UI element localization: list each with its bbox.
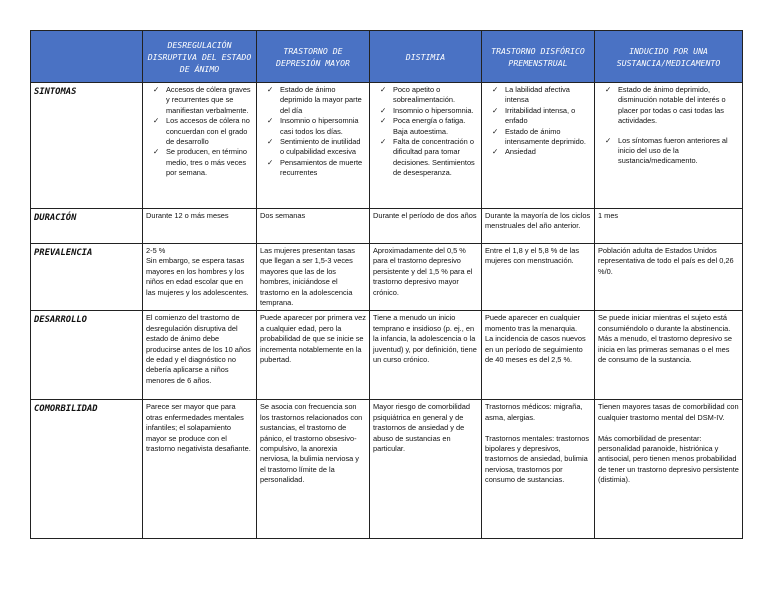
row-comorbilidad: [31, 400, 743, 539]
list-item: ✓ Insomnio o hipersomnia.: [380, 105, 474, 115]
check-icon: ✓: [605, 85, 612, 94]
row-duracion: [31, 209, 743, 244]
row-desarrollo: [31, 311, 743, 400]
row-label-desarrollo: DESARROLLO: [31, 311, 143, 400]
comparison-table: [30, 30, 743, 539]
list-item: ✓ Falta de concentración o dificultad para tomar decisiones. Sentimientos de desesperanza.: [380, 137, 475, 178]
list-item: ✓ Sentimiento de inutilidad o culpabilidad excesiva: [267, 137, 361, 157]
check-icon: ✓: [605, 135, 612, 145]
check-icon: ✓: [492, 85, 499, 94]
cell-duracion-sustancia: 1 mes: [595, 209, 743, 244]
checklist: [260, 85, 366, 179]
cell-desarrollo-premenstrual: Puede aparecer en cualquier momento tras la menarquia. La incidencia de casos nuevos en un período de seguimiento de 40 meses es del 2,5 %.: [482, 311, 595, 400]
list-item: ✓ Ansiedad: [492, 147, 536, 157]
cell-comorbilidad-distimia: Mayor riesgo de comorbilidad psiquiátrica en general y de trastornos de ansiedad y de abuso de sustancias en particular.: [370, 400, 482, 539]
list-item: ✓ Los accesos de cólera no concuerdan con el grado de desarrollo: [153, 116, 250, 147]
list-item: ✓ Poco apetito o sobrealimentación.: [380, 85, 456, 105]
list-item: ✓ Irritabilidad intensa, o enfado: [492, 105, 576, 126]
header-corner: [31, 31, 143, 83]
header-row: [31, 31, 743, 83]
header-distimia: DISTIMIA: [370, 31, 482, 83]
check-icon: ✓: [267, 116, 274, 126]
row-label-sintomas: SINTOMAS: [31, 83, 143, 209]
cell-prevalencia-desregulacion: 2-5 % Sin embargo, se espera tasas mayores en los hombres y los niños en edad escolar que en las mujeres y los adolescentes.: [143, 244, 257, 311]
list-item: ✓ Se producen, en término medio, tres o más veces por semana.: [153, 147, 247, 178]
check-icon: ✓: [267, 85, 274, 94]
cell-prevalencia-distimia: Aproximadamente del 0,5 % para el trastorno depresivo persistente y del 1,5 % para el trastorno depresivo mayor crónico.: [370, 244, 482, 311]
cell-duracion-premenstrual: Durante la mayoría de los ciclos menstruales del año anterior.: [482, 209, 595, 244]
cell-prevalencia-sustancia: Población adulta de Estados Unidos representativa de todo el país es del 0,26 %/0.: [595, 244, 743, 311]
check-icon: ✓: [492, 147, 499, 157]
list-item: ✓ Estado de ánimo deprimido la mayor parte del día: [267, 85, 362, 115]
cell-prevalencia-depresion: Las mujeres presentan tasas que llegan a ser 1,5-3 veces mayores que las de los hombres, iniciándose el trastorno en la adolescencia temprana.: [257, 244, 370, 311]
list-item: ✓ Poca energía o fatiga. Baja autoestima.: [380, 116, 466, 136]
cell-sintomas-desregulacion: [143, 83, 257, 209]
cell-comorbilidad-depresion: Se asocia con frecuencia son los trastornos relacionados con sustancias, el trastorno de pánico, el trastorno obsesivo-compulsivo, la anorexia nerviosa, la bulimia nerviosa y el trastorno límite de la personalidad.: [257, 400, 370, 539]
cell-desarrollo-desregulacion: El comienzo del trastorno de desregulación disruptiva del estado de ánimo debe producirse antes de los 10 años de edad y el diagnóstico no debería aplicarse a niños menores de 6 años.: [143, 311, 257, 400]
check-icon: ✓: [380, 105, 387, 115]
checklist: [373, 85, 478, 179]
cell-duracion-distimia: Durante el período de dos años: [370, 209, 482, 244]
check-icon: ✓: [153, 147, 160, 157]
check-icon: ✓: [380, 116, 387, 126]
cell-desarrollo-sustancia: Se puede iniciar mientras el sujeto está consumiéndolo o durante la abstinencia. Más a menudo, el trastorno depresivo se inicia en las primeras semanas o el mes de consumo de la sustancia.: [595, 311, 743, 400]
list-item: ✓ La labilidad afectiva intensa: [492, 85, 570, 105]
header-disforico-premenstrual: TRASTORNO DISFÓRICO PREMENSTRUAL: [482, 31, 595, 83]
list-item: ✓ Estado de ánimo deprimido, disminución notable del interés o placer por todas o casi todas las actividades.: [605, 85, 726, 126]
row-label-comorbilidad: COMORBILIDAD: [31, 400, 143, 539]
row-sintomas: [31, 83, 743, 209]
row-label-duracion: DURACIÓN: [31, 209, 143, 244]
cell-comorbilidad-desregulacion: Parece ser mayor que para otras enfermedades mentales infantiles; el solapamiento mayor se produce con el trastorno negativista desafiante.: [143, 400, 257, 539]
row-prevalencia: [31, 244, 743, 311]
header-inducido-sustancia: INDUCIDO POR UNA SUSTANCIA/MEDICAMENTO: [595, 31, 743, 83]
cell-comorbilidad-premenstrual: Trastornos médicos: migraña, asma, alergias. Trastornos mentales: trastornos bipolares y depresivos, trastornos de ansiedad, bulimia nerviosa, trastornos por consumo de sustancias.: [482, 400, 595, 539]
list-item: ✓ Los síntomas fueron anteriores al inicio del uso de la sustancia/medicamento.: [605, 135, 728, 166]
list-item: ✓ Insomnio o hipersomnia casi todos los días.: [267, 116, 359, 136]
list-item: ✓ Estado de ánimo intensamente deprimido.: [492, 126, 586, 147]
cell-duracion-desregulacion: Durante 12 o más meses: [143, 209, 257, 244]
list-item: ✓ Accesos de cólera graves y recurrentes que se manifiestan verbalmente.: [153, 85, 251, 115]
cell-sintomas-distimia: [370, 83, 482, 209]
cell-comorbilidad-sustancia: Tienen mayores tasas de comorbilidad con cualquier trastorno mental del DSM-IV. Más comorbilidad de presentar: personalidad paranoide, histriónica y antisocial, pero tienen menos probabilidad de tener un trastorno depresivo persistente (distimia).: [595, 400, 743, 539]
check-icon: ✓: [153, 85, 160, 94]
checklist: [598, 85, 739, 167]
cell-desarrollo-depresion: Puede aparecer por primera vez a cualquier edad, pero la probabilidad de que se inicie se incrementa notablemente en la pubertad.: [257, 311, 370, 400]
check-icon: ✓: [492, 126, 499, 136]
check-icon: ✓: [153, 116, 160, 126]
check-icon: ✓: [267, 137, 274, 147]
cell-sintomas-premenstrual: [482, 83, 595, 209]
header-desregulacion: DESREGULACIÓN DISRUPTIVA DEL ESTADO DE ÁNIMO: [143, 31, 257, 83]
row-label-prevalencia: PREVALENCIA: [31, 244, 143, 311]
cell-prevalencia-premenstrual: Entre el 1,8 y el 5,8 % de las mujeres con menstruación.: [482, 244, 595, 311]
check-icon: ✓: [492, 105, 499, 115]
checklist: [485, 85, 591, 158]
check-icon: ✓: [380, 137, 387, 147]
check-icon: ✓: [380, 85, 387, 94]
header-depresion-mayor: TRASTORNO DE DEPRESIÓN MAYOR: [257, 31, 370, 83]
cell-sintomas-sustancia: [595, 83, 743, 209]
list-item: ✓ Pensamientos de muerte recurrentes: [267, 157, 363, 178]
cell-duracion-depresion: Dos semanas: [257, 209, 370, 244]
cell-desarrollo-distimia: Tiene a menudo un inicio temprano e insidioso (p. ej., en la infancia, la adolescencia o la juventud) y, por definición, tiene un curso crónico.: [370, 311, 482, 400]
checklist: [146, 85, 253, 179]
cell-sintomas-depresion: [257, 83, 370, 209]
check-icon: ✓: [267, 157, 274, 167]
